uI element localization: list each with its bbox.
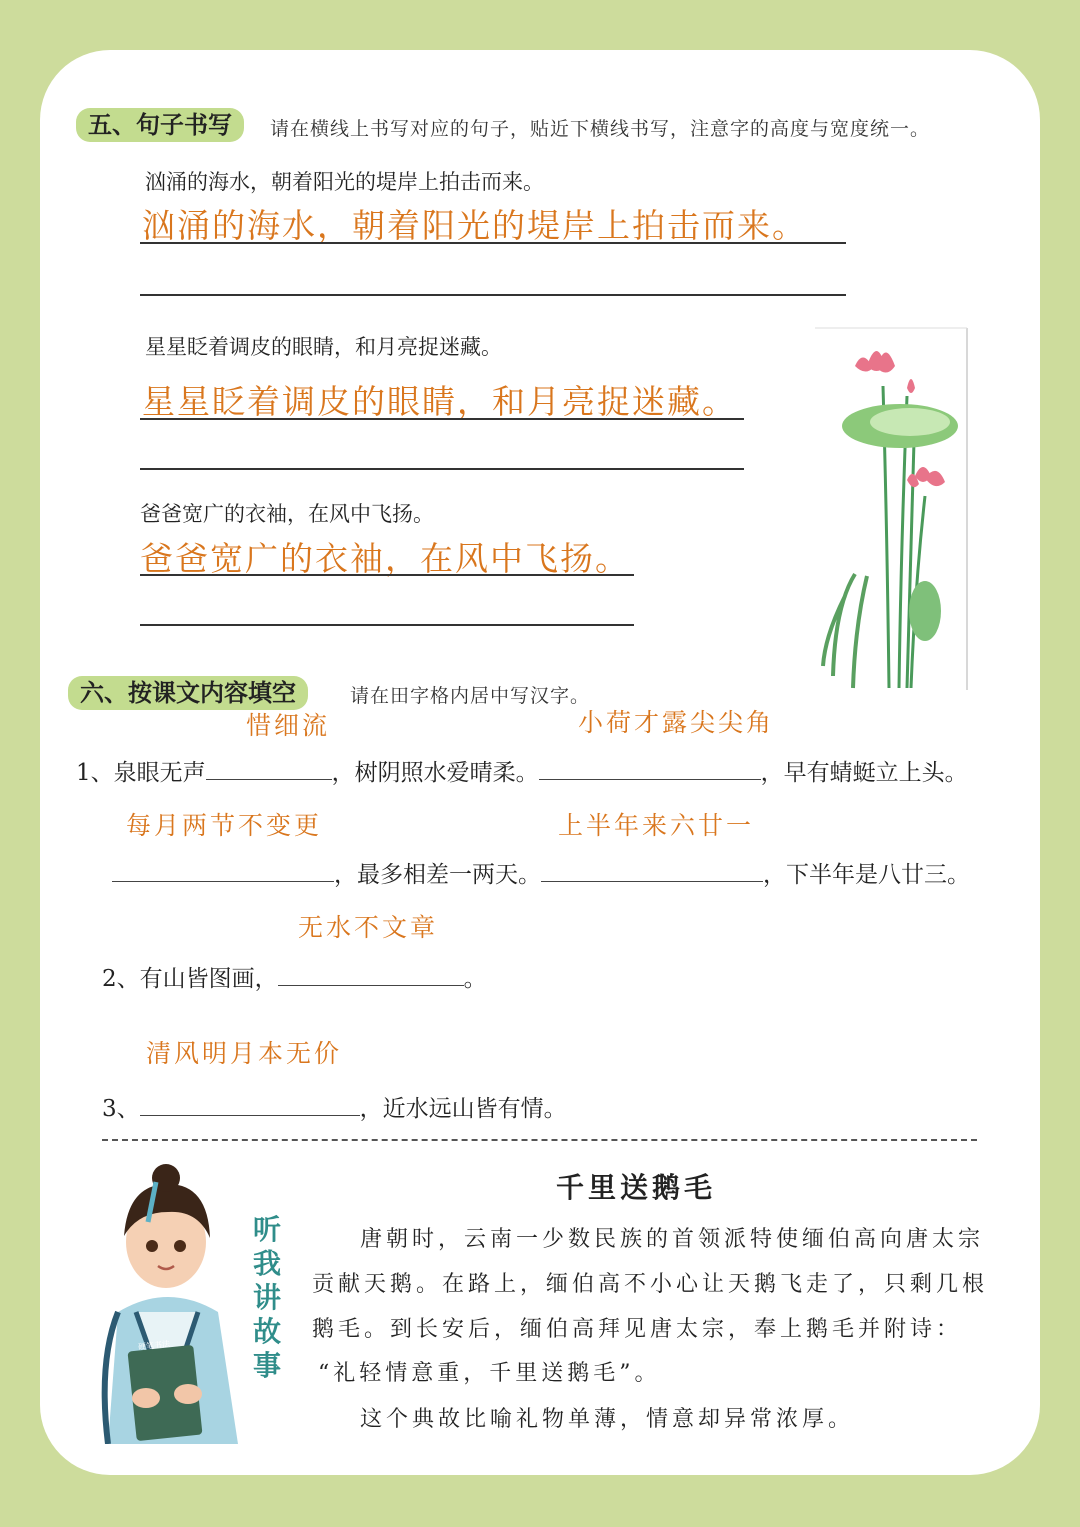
q3-suffix: ，近水远山皆有情。 <box>359 1096 567 1122</box>
story-line-2: 贡献天鹅。在路上，缅伯高不小心让天鹅飞走了，只剩几根 <box>312 1272 989 1297</box>
model-sentence-1: 汹涌的海水，朝着阳光的堤岸上拍击而来。 <box>145 170 544 194</box>
side-char: 讲 <box>252 1281 281 1314</box>
answer-2: 小荷才露尖尖角 <box>578 708 775 737</box>
handwriting-sentence-2: 星星眨着调皮的眼睛，和月亮捉迷藏。 <box>142 382 737 421</box>
story-line-3: 鹅毛。到长安后，缅伯高拜见唐太宗，奉上鹅毛并附诗： <box>312 1317 963 1342</box>
writing-line <box>140 242 846 244</box>
section5-instruction: 请在横线上书写对应的句子，贴近下横线书写，注意字的高度与宽度统一。 <box>270 118 931 140</box>
side-char: 我 <box>252 1247 281 1280</box>
question-1-line-1 <box>76 754 968 787</box>
q1b-mid: ，最多相差一两天。 <box>334 862 541 888</box>
story-title: 千里送鹅毛 <box>556 1171 717 1204</box>
writing-line <box>140 294 846 296</box>
q3-prefix: 3、 <box>102 1096 140 1122</box>
section5-badge: 五、句子书写 <box>76 108 244 142</box>
story-line-1: 唐朝时，云南一少数民族的首领派特使缅伯高向唐太宗 <box>360 1227 985 1252</box>
blank[interactable] <box>541 857 763 882</box>
handwriting-sentence-3: 爸爸宽广的衣袖，在风中飞扬。 <box>140 539 630 578</box>
answer-3: 每月两节不变更 <box>126 811 323 840</box>
q1-prefix: 1、泉眼无声 <box>76 760 206 786</box>
q1-suffix: ，早有蜻蜓立上头。 <box>760 760 968 786</box>
story-line-5: 这个典故比喻礼物单薄，情意却异常浓厚。 <box>360 1407 855 1432</box>
story-line-4: “礼轻情意重，千里送鹅毛”。 <box>318 1361 661 1386</box>
blank[interactable] <box>206 755 332 780</box>
q1-mid: ，树阴照水爱晴柔。 <box>331 760 539 786</box>
listen-story-label <box>250 1213 284 1383</box>
q2-suffix: 。 <box>463 966 487 992</box>
handwriting-sentence-1: 汹涌的海水，朝着阳光的堤岸上拍击而来。 <box>142 206 807 245</box>
answer-6: 清风明月本无价 <box>146 1039 343 1068</box>
question-1-line-2 <box>112 856 970 889</box>
model-sentence-2: 星星眨着调皮的眼睛，和月亮捉迷藏。 <box>145 335 502 359</box>
side-char: 故 <box>252 1315 281 1348</box>
blank[interactable] <box>539 755 761 780</box>
question-3 <box>102 1090 567 1123</box>
side-char: 听 <box>252 1213 281 1246</box>
blank[interactable] <box>140 1091 360 1116</box>
writing-line <box>140 418 744 420</box>
question-2 <box>102 960 487 993</box>
section-divider <box>102 1139 977 1141</box>
boy-illustration <box>88 1162 246 1444</box>
lotus-illustration <box>815 326 971 692</box>
writing-line <box>140 624 634 626</box>
side-char: 事 <box>252 1349 281 1382</box>
answer-1: 惜细流 <box>246 711 331 740</box>
section6-instruction: 请在田字格内居中写汉字。 <box>350 685 591 707</box>
model-sentence-3: 爸爸宽广的衣袖，在风中飞扬。 <box>140 502 434 526</box>
q2-prefix: 2、有山皆图画， <box>102 966 278 992</box>
answer-5: 无水不文章 <box>298 913 439 942</box>
q1b-suffix: ，下半年是八廿三。 <box>763 862 970 888</box>
answer-4: 上半年来六廿一 <box>558 811 755 840</box>
blank[interactable] <box>278 961 464 986</box>
writing-line <box>140 574 634 576</box>
section6-badge: 六、按课文内容填空 <box>68 676 308 710</box>
book-label: 硬笔书法 <box>137 1339 171 1352</box>
blank[interactable] <box>112 857 334 882</box>
writing-line <box>140 468 744 470</box>
